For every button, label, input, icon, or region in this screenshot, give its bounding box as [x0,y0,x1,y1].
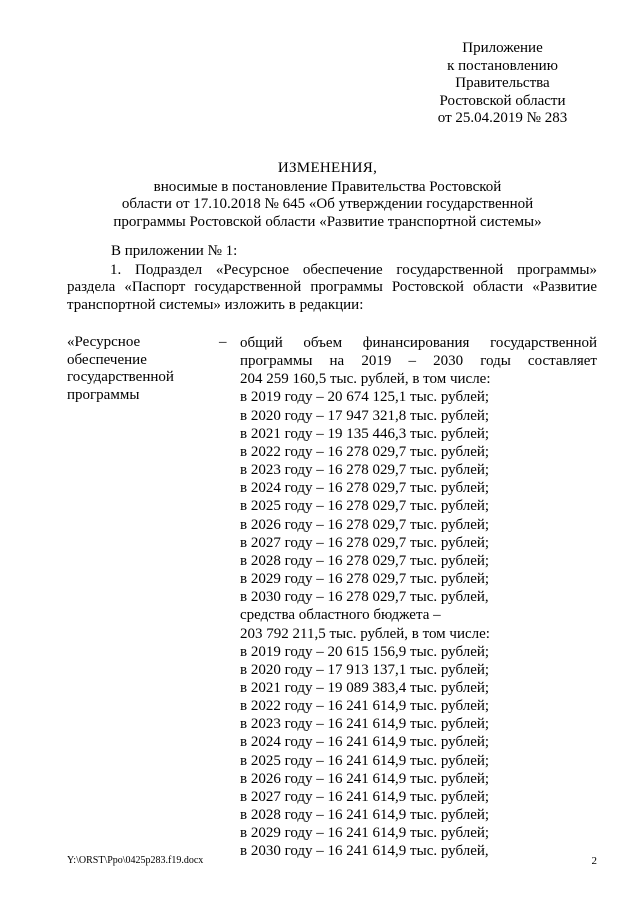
total-year-row: в 2022 году – 16 278 029,7 тыс. рублей; [240,443,490,460]
regional-year-row: в 2024 году – 16 241 614,9 тыс. рублей; [240,734,490,751]
page-number: 2 [591,855,597,867]
total-year-row: в 2028 году – 16 278 029,7 тыс. рублей; [240,552,490,569]
regional-year-row: в 2025 году – 16 241 614,9 тыс. рублей; [240,752,490,769]
resource-label-line: государственной [67,369,174,385]
regional-year-row: в 2019 году – 20 615 156,9 тыс. рублей; [240,643,490,660]
regional-year-row: в 2029 году – 16 241 614,9 тыс. рублей; [240,825,490,842]
regional-year-row: в 2027 году – 16 241 614,9 тыс. рублей; [240,788,490,805]
resource-label [67,334,217,404]
regional-year-row: в 2030 году – 16 241 614,9 тыс. рублей, [240,843,489,860]
total-year-row: в 2026 году – 16 278 029,7 тыс. рублей; [240,516,490,533]
regional-year-row: в 2023 году – 16 241 614,9 тыс. рублей; [240,716,490,733]
regional-year-row: в 2022 году – 16 241 614,9 тыс. рублей; [240,698,490,715]
regional-year-row: в 2026 году – 16 241 614,9 тыс. рублей; [240,770,490,787]
approval-line: к постановлению [447,57,558,74]
resource-label-line: «Ресурсное [67,334,141,350]
title-line: вносимые в постановление Правительства Ростовской [153,178,502,195]
label-dash: – [219,334,227,350]
total-year-row: в 2024 году – 16 278 029,7 тыс. рублей; [240,480,490,497]
approval-stamp [420,40,585,128]
title-line: области от 17.10.2018 № 645 «Об утверждении государственной [121,196,534,213]
total-year-row: в 2019 году – 20 674 125,1 тыс. рублей; [240,389,490,406]
regional-years-list [240,643,597,861]
total-year-row: в 2030 году – 16 278 029,7 тыс. рублей, [240,589,489,606]
regional-year-row: в 2021 году – 19 089 383,4 тыс. рублей; [240,679,490,696]
total-line: общий объем финансирования государственной [240,335,597,351]
regional-year-row: в 2020 году – 17 913 137,1 тыс. рублей; [240,661,490,678]
approval-line: от 25.04.2019 № 283 [437,110,568,127]
intro-paragraph-1: В приложении № 1: [111,243,238,259]
total-year-row: в 2025 году – 16 278 029,7 тыс. рублей; [240,498,490,515]
file-path: Y:\ORST\Ppo\0425p283.f19.docx [67,855,204,866]
document-title [95,160,560,231]
approval-line: Приложение [462,40,543,56]
resource-label-line: обеспечение [67,351,147,368]
total-line: 204 259 160,5 тыс. рублей, в том числе: [240,371,491,388]
title-heading: ИЗМЕНЕНИЯ, [277,160,378,176]
approval-line: Правительства [455,75,550,92]
total-year-row: в 2020 году – 17 947 321,8 тыс. рублей; [240,407,490,424]
total-year-row: в 2023 году – 16 278 029,7 тыс. рублей; [240,462,490,479]
total-year-row: в 2027 году – 16 278 029,7 тыс. рублей; [240,534,490,551]
total-year-row: в 2021 году – 19 135 446,3 тыс. рублей; [240,425,490,442]
title-line: программы Ростовской области «Развитие транспортной системы» [113,213,542,230]
total-year-row: в 2029 году – 16 278 029,7 тыс. рублей; [240,571,490,588]
regional-line: 203 792 211,5 тыс. рублей, в том числе: [240,625,490,642]
total-years-list [240,388,597,606]
total-line: программы на 2019 – 2030 годы составляет [240,353,597,370]
regional-line: средства областного бюджета – [240,607,441,624]
intro-paragraph-2: 1. Подраздел «Ресурсное обеспечение государственной программы» раздела «Паспорт государственной программы Ростовской области «Развитие транспортной системы» изложить в редакции: [67,261,597,313]
intro-text [67,243,597,314]
resource-label-line: программы [67,386,140,403]
regional-year-row: в 2028 году – 16 241 614,9 тыс. рублей; [240,807,490,824]
approval-line: Ростовской области [439,92,566,109]
resource-details [240,334,597,861]
